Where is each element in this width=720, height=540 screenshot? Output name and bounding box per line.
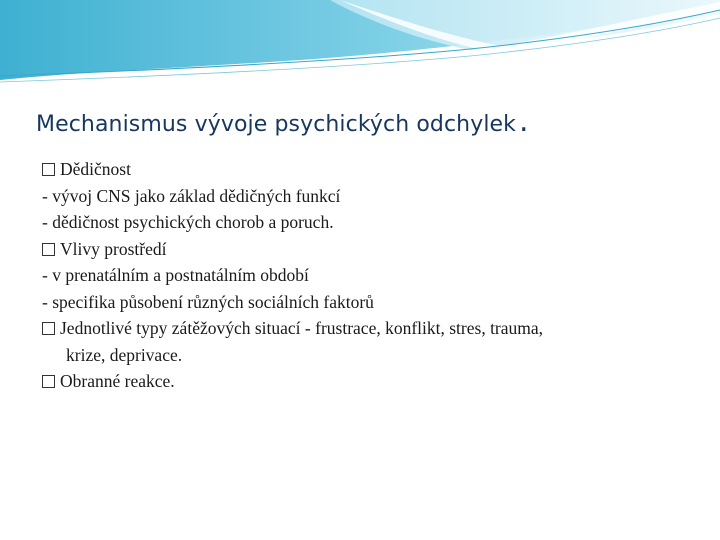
bullet-item-environment xyxy=(42,236,682,263)
line-text: Dědičnost xyxy=(60,159,131,179)
bullet-item-defense-reactions xyxy=(42,368,682,395)
sub-item-social-factors xyxy=(42,289,682,316)
slide-title xyxy=(36,104,529,139)
header-wave-decoration xyxy=(0,0,720,90)
line-text: krize, deprivace. xyxy=(66,344,183,365)
bullet-item-heredity xyxy=(42,156,682,183)
line-text: - vývoj CNS jako základ dědičných funkcí xyxy=(42,185,341,206)
square-bullet-icon xyxy=(42,322,55,335)
slide-body xyxy=(42,156,682,395)
square-bullet-icon xyxy=(42,163,55,176)
slide-title-text: Mechanismus vývoje psychických odchylek xyxy=(36,112,517,137)
line-text: Jednotlivé typy zátěžových situací - frustrace, konflikt, stres, trauma, xyxy=(60,318,544,338)
bullet-item-stress-situations-continued xyxy=(42,342,682,369)
sub-item-heredity-disorders xyxy=(42,209,682,236)
square-bullet-icon xyxy=(42,375,55,388)
line-text: Vlivy prostředí xyxy=(60,238,167,259)
sub-item-cns xyxy=(42,183,682,210)
line-text: - dědičnost psychických chorob a poruch. xyxy=(42,212,334,232)
bullet-item-stress-situations xyxy=(42,315,682,342)
line-text: - specifika působení různých sociálních faktorů xyxy=(42,291,374,312)
sub-item-prenatal xyxy=(42,262,682,289)
square-bullet-icon xyxy=(42,243,55,256)
line-text: - v prenatálním a postnatálním období xyxy=(42,265,309,285)
line-text: Obranné reakce. xyxy=(60,371,175,391)
slide-title-period: . xyxy=(519,104,529,139)
